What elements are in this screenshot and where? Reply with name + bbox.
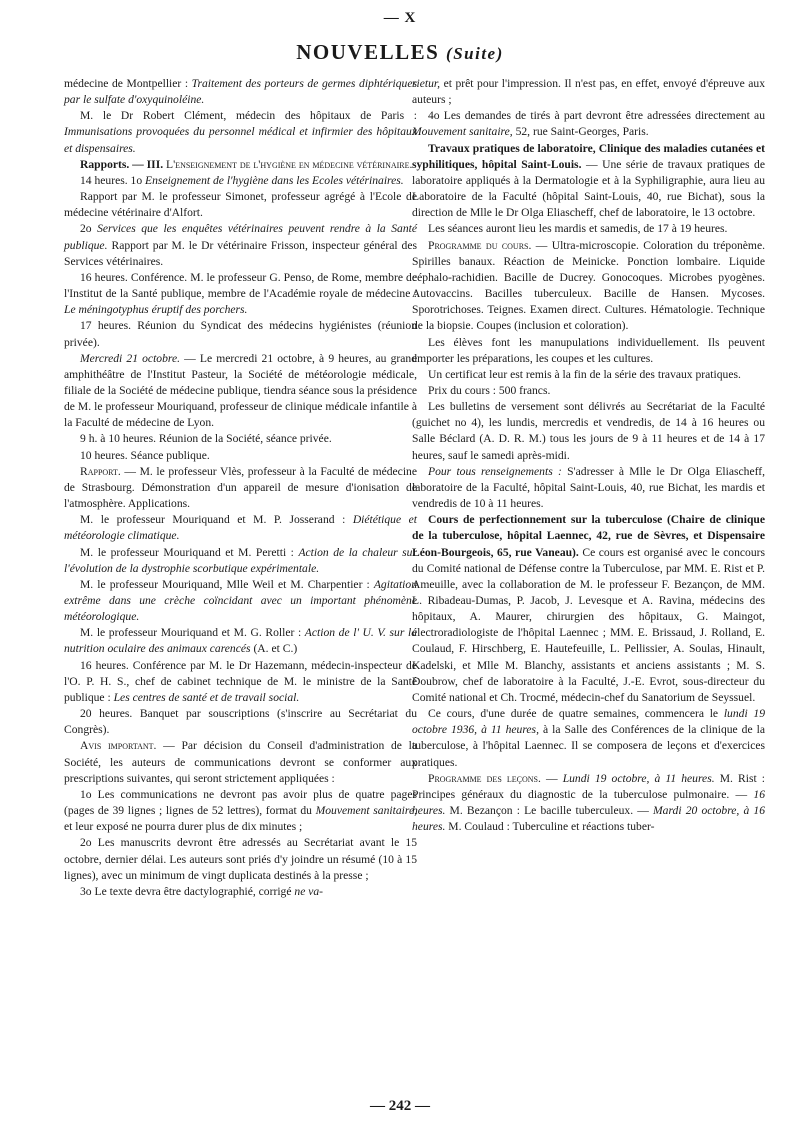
- paragraph: 2o Les manuscrits devront être adressés au Secrétariat avant le 15 octobre, dernier délai. Les auteurs sont priés d'y joindre un résumé (10 à 15 lignes), avec un minimum de vingt duplicata destinés à la presse ;: [64, 836, 417, 882]
- page-title: [0, 40, 800, 65]
- paragraph: 14 heures. 1o Enseignement de l'hygiène dans les Ecoles vétérinaires.: [80, 173, 404, 187]
- paragraph: Les bulletins de versement sont délivrés au Secrétariat de la Faculté (guichet no 4), les lundis, mercredis et vendredis, de 14 à 16 heures ou Salle Béclard (A. D. R. M.) tous les jours de 9 à 11 heures et de 14 à 17 heures, sauf le samedi après-midi.: [412, 400, 765, 462]
- paragraph: Rapports. — III. L'enseignement de l'hygiène en médecine vétérinaire.: [80, 157, 413, 171]
- paragraph: 10 heures. Séance publique.: [80, 448, 210, 462]
- paragraph: 20 heures. Banquet par souscriptions (s'inscrire au Secrétariat du Congrès).: [64, 707, 417, 737]
- page-number: — 242 —: [370, 1098, 430, 1114]
- paragraph: 9 h. à 10 heures. Réunion de la Société, séance privée.: [80, 432, 332, 446]
- paragraph: 17 heures. Réunion du Syndicat des médecins hygiénistes (réunion privée).: [64, 319, 417, 349]
- title-text: NOUVELLES: [296, 40, 440, 64]
- paragraph: rietur, et prêt pour l'impression. Il n'est pas, en effet, envoyé d'épreuve aux auteurs ;: [412, 77, 765, 107]
- paragraph: 16 heures. Conférence par M. le Dr Hazemann, médecin-inspecteur de l'O. P. H. S., chef de cabinet technique de M. le ministre de la Santé publique : Les centres de santé et de travail social.: [64, 658, 417, 704]
- right-column: [412, 76, 765, 835]
- paragraph: médecine de Montpellier : Traitement des porteurs de germes diphtériques par le sulfate d'oxyquinoléine.: [64, 77, 417, 107]
- paragraph: Rapport. — M. le professeur Vlès, professeur à la Faculté de médecine de Strasbourg. Démonstration d'un appareil de mesure d'ionisation de l'atmosphère. Applications.: [64, 464, 417, 511]
- paragraph: Rapport par M. le professeur Simonet, professeur agrégé à l'Ecole de médecine vétérinaire d'Alfort.: [64, 190, 417, 220]
- paragraph: Travaux pratiques de laboratoire, Clinique des maladies cutanées et syphilitiques, hôpital Saint-Louis. — Une série de travaux pratiques de laboratoire appliqués à la Dermatologie et à la Syphiligraphie, aura lieu au Laboratoire de la Faculté (hôpital Saint-Louis, 40, rue Bichat), sous la direction de Mlle le Dr Olga Eliascheff, chef de laboratoire, le 13 octobre.: [412, 141, 765, 220]
- paragraph: Avis important. — Par décision du Conseil d'administration de la Société, les auteurs de communications devront se conformer aux prescriptions suivantes, qui seront strictement appliquées :: [64, 739, 417, 785]
- paragraph: Ce cours, d'une durée de quatre semaines, commencera le lundi 19 octobre 1936, à 11 heures, à la Salle des Conférences de la clinique de la tuberculose, à l'hôpital Laennec. Il se composera de leçons et d'exercices pratiques.: [412, 707, 765, 769]
- roman-page-marker: — X: [383, 10, 417, 26]
- paragraph: Cours de perfectionnement sur la tuberculose (Chaire de clinique de la tuberculose, hôpital Laennec, 42, rue de Sèvres, et Dispensaire Léon-Bourgeois, 65, rue Vaneau). Ce cours est organisé avec le concours du Comité national de Défense contre la Tuberculose, par MM. E. Rist et P. Ameuille, avec la collaboration de M. le professeur F. Bezançon, de MM. L. Ribadeau-Dumas, P. Jacob, J. Levesque et A. Ravina, médecins des hôpitaux, A. Maurer, chirurgien des hôpitaux, G. Maingot, électroradiologiste de l'hôpital Laennec ; MM. E. Brissaud, J. Rolland, E. Coulaud, F. Hirschberg, E. Hautefeuille, L. Pellissier, A. Soulas, Hinault, Kadelski, et Mlle M. Blanchy, assistants et anciens assistants ; M. S. Doubrow, chef de laboratoire à la Faculté, J.-E. Evrot, sous-directeur du Comité national et Ch. Trocmé, médecin-chef du Sanatorium de Seyssuel.: [412, 513, 765, 704]
- paragraph: 16 heures. Conférence. M. le professeur G. Penso, de Rome, membre de l'Institut de la Santé publique, membre de l'Académie royale de médecine : Le méningotyphus éruptif des porchers.: [64, 270, 417, 317]
- paragraph: Un certificat leur est remis à la fin de la série des travaux pratiques.: [428, 367, 741, 381]
- paragraph: M. le professeur Mouriquand et M. Peretti : Action de la chaleur sur l'évolution de la dystrophie scorbutique expérimentale.: [64, 545, 417, 575]
- left-column: [64, 76, 417, 900]
- paragraph: Pour tous renseignements : S'adresser à Mlle le Dr Olga Eliascheff, laboratoire de la Faculté, hôpital Saint-Louis, 40, rue Bichat, les mardis et vendredis de 10 à 11 heures.: [412, 464, 766, 511]
- paragraph: 4o Les demandes de tirés à part devront être adressées directement au Mouvement sanitaire, 52, rue Saint-Georges, Paris.: [412, 109, 765, 139]
- paragraph: Programme du cours. — Ultra-microscopie. Coloration du tréponème. Spirilles banaux. Réaction de Meinicke. Ponction lombaire. Liquide céphalo-rachidien. Bacille de Ducrey. Gonocoques. Microbes pyogènes. Autovaccins. Bacilles tuberculeux. Bacille de Hansen. Mycoses. Sporotrichoses. Teignes. Examen direct. Cultures. Hématologie. Technique de la biopsie. Coupes (inclusion et coloration).: [412, 238, 765, 333]
- paragraph: Les élèves font les manupulations individuellement. Ils peuvent emporter les préparations, les coupes et les cultures.: [412, 335, 765, 365]
- paragraph: M. le professeur Mouriquand, Mlle Weil et M. Charpentier : Agitation extrême dans une crèche coïncidant avec un important phénomène météorologique.: [64, 577, 417, 624]
- paragraph: Les séances auront lieu les mardis et samedis, de 17 à 19 heures.: [428, 222, 728, 236]
- paragraph: 1o Les communications ne devront pas avoir plus de quatre pages (pages de 39 lignes ; lignes de 52 lettres), format du Mouvement sanitaire, et leur exposé ne pourra durer plus de dix minutes ;: [64, 787, 417, 834]
- paragraph: Mercredi 21 octobre. — Le mercredi 21 octobre, à 9 heures, au grand amphithéâtre de l'Institut Pasteur, la Société de météorologie médicale, filiale de la Société de médecine publique, tiendra séance sous la présidence de M. le professeur Mouriquand, professeur de clinique médicale infantile à la Faculté de médecine de Lyon.: [64, 351, 417, 430]
- paragraph: 3o Le texte devra être dactylographié, corrigé ne va-: [80, 884, 324, 898]
- paragraph: M. le Dr Robert Clément, médecin des hôpitaux de Paris : Immunisations provoquées du personnel médical et infirmier des hôpitaux et dispensaires.: [64, 109, 417, 155]
- paragraph: Programme des leçons. — Lundi 19 octobre, à 11 heures. M. Rist : Principes généraux du diagnostic de la tuberculose pulmonaire. — 16 heures. M. Bezançon : Le bacille tuberculeux. — Mardi 20 octobre, à 16 heures. M. Coulaud : Tuberculine et réactions tuber-: [412, 771, 766, 834]
- paragraph: Prix du cours : 500 francs.: [428, 383, 551, 397]
- paragraph: M. le professeur Mouriquand et M. P. Josserand : Diététique et météorologie climatique.: [64, 513, 417, 543]
- paragraph: 2o Services que les enquêtes vétérinaires peuvent rendre à la Santé publique. Rapport par M. le Dr vétérinaire Frisson, inspecteur général des Services vétérinaires.: [64, 222, 417, 268]
- title-suite: (Suite): [446, 44, 504, 63]
- paragraph: M. le professeur Mouriquand et M. G. Roller : Action de l' U. V. sur la nutrition oculaire des animaux carencés (A. et C.): [64, 626, 417, 656]
